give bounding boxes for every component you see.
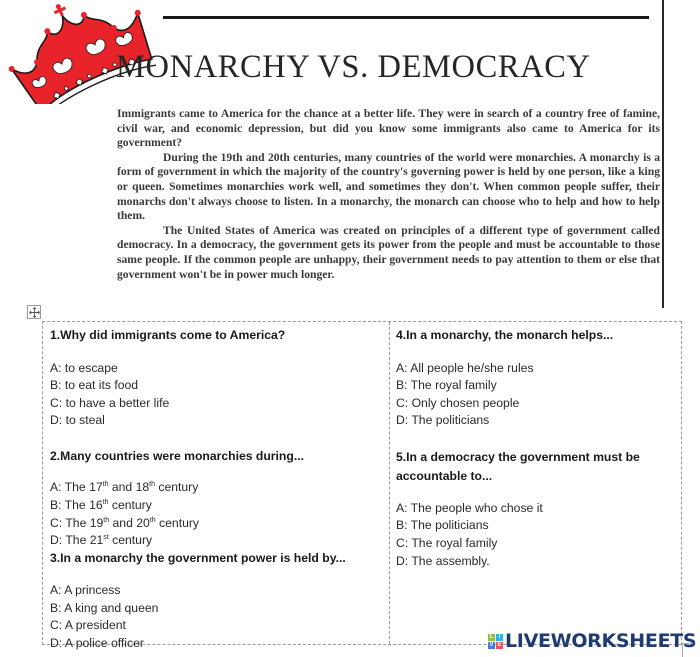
question-5-line-2: accountable to... [396, 468, 493, 483]
q4-option-c[interactable]: C: Only chosen people [396, 395, 520, 410]
q4-option-d[interactable]: D: The politicians [396, 413, 490, 428]
question-1: 1.Why did immigrants come to America? [50, 328, 286, 342]
column-divider [389, 322, 390, 644]
move-arrows-icon [29, 307, 40, 318]
liveworksheets-logo [488, 631, 696, 651]
liveworksheets-squares-icon: L I V E [489, 633, 502, 648]
question-4: 4.In a monarchy, the monarch helps... [396, 328, 614, 342]
q1-option-a[interactable]: A: to escape [50, 360, 118, 375]
q1-option-b[interactable]: B: to eat its food [50, 378, 139, 393]
q2-option-d[interactable]: D: The 21st century [50, 533, 153, 548]
q2-option-b[interactable]: B: The 16th century [50, 497, 152, 512]
passage-paragraph-1: Immigrants came to America for the chance at a better life. They were in search of a country free of famine, civil war, and economic depression, but did you know some immigrants also came to America for its government? [117, 107, 660, 150]
q5-option-b[interactable]: B: The politicians [396, 518, 489, 533]
liveworksheets-wordmark: LIVEWORKSHEETS [505, 630, 697, 652]
q1-option-c[interactable]: C: to have a better life [50, 395, 170, 410]
quiz-table [42, 321, 682, 651]
q5-option-a[interactable]: A: The people who chose it [396, 500, 543, 515]
reading-passage [117, 107, 660, 282]
page-corner-mark [682, 643, 693, 657]
q5-option-d[interactable]: D: The assembly. [396, 553, 490, 568]
passage-paragraph-3: The United States of America was created on principles of a different type of government called democracy. In a democracy, the government gets its power from the people and must be accountable to those same people. If the common people are unhappy, their government needs to pay attention to them or else that government won't be in power much longer. [117, 223, 660, 281]
table-move-handle[interactable] [27, 305, 41, 319]
page-margin-rule [662, 0, 664, 308]
q5-option-c[interactable]: C: The royal family [396, 536, 498, 551]
quiz-column-right [396, 322, 676, 570]
quiz-column-left [50, 322, 385, 653]
header-rule [163, 16, 649, 19]
q4-option-b[interactable]: B: The royal family [396, 378, 497, 393]
q2-option-a[interactable]: A: The 17th and 18th century [50, 480, 199, 495]
q3-option-a[interactable]: A: A princess [50, 583, 121, 598]
q3-option-c[interactable]: C: A president [50, 618, 126, 633]
q4-option-a[interactable]: A: All people he/she rules [396, 360, 534, 375]
q3-option-b[interactable]: B: A king and queen [50, 600, 159, 615]
q2-option-c[interactable]: C: The 19th and 20th century [50, 515, 200, 530]
question-3: 3.In a monarchy the government power is held by... [50, 550, 346, 565]
page-title: MONARCHY VS. DEMOCRACY [116, 49, 591, 85]
passage-paragraph-2: During the 19th and 20th centuries, many countries of the world were monarchies. A monarchy is a form of government in which the majority of the country's governing power is held by one person, like a king or queen. Sometimes monarchies work well, and sometimes they don't. When common people suffer, their monarchs don't always choose to listen. In a monarchy, the monarch can choose who to help and how to help them. [117, 150, 660, 223]
question-2: 2.Many countries were monarchies during... [50, 448, 304, 463]
q3-option-d[interactable]: D: A police officer [50, 636, 144, 651]
q1-option-d[interactable]: D: to steal [50, 413, 105, 428]
question-5-line-1: 5.In a democracy the government must be [396, 449, 640, 464]
